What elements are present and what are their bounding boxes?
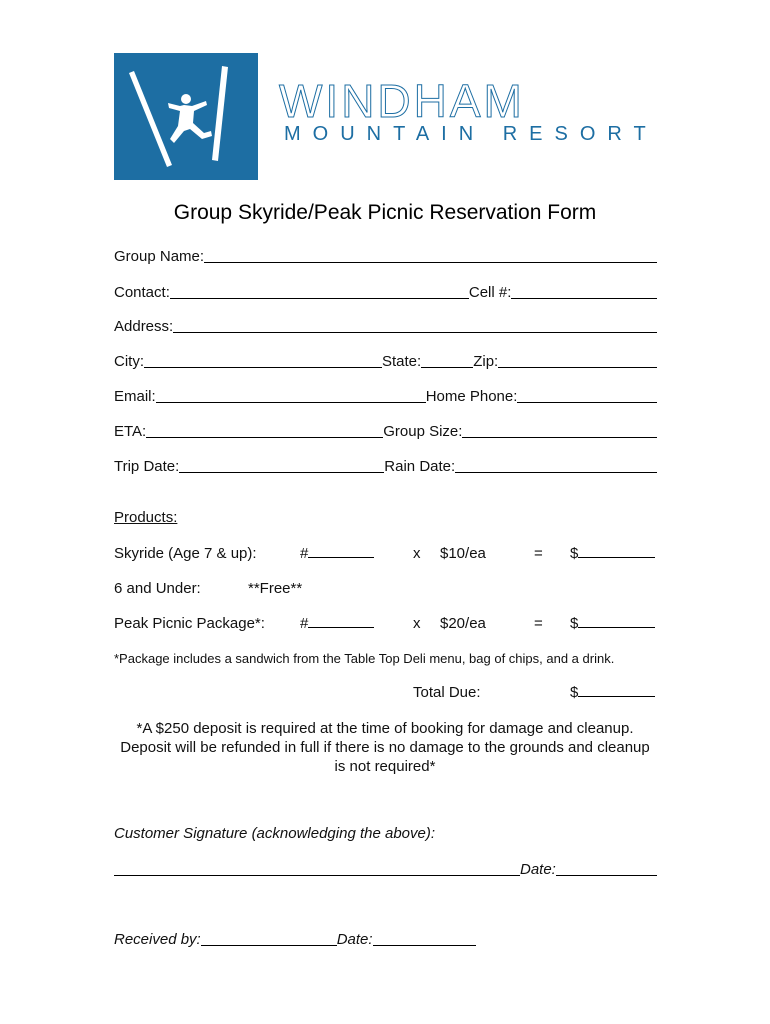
zip-field[interactable]: [498, 366, 657, 368]
contact-field[interactable]: [170, 297, 469, 299]
skyride-amount: [570, 545, 655, 562]
signature-date-field[interactable]: [556, 874, 657, 876]
picnic-amount: [570, 615, 655, 632]
trip-date-label: Trip Date:: [114, 458, 180, 475]
signature-row: [114, 859, 657, 879]
deposit-line-1: *A $250 deposit is required at the time of booking for damage and cleanup.: [136, 720, 634, 737]
skyride-dollar: $: [570, 545, 579, 562]
group-name-row: [114, 246, 657, 266]
deposit-notice: [0, 719, 770, 776]
total-amount-field[interactable]: [578, 684, 655, 697]
total-amount: [570, 684, 655, 701]
address-row: [114, 316, 657, 336]
group-name-label: Group Name:: [114, 248, 205, 265]
cell-label: Cell #:: [468, 284, 512, 301]
group-size-field[interactable]: [462, 436, 657, 438]
picnic-equals: =: [534, 615, 543, 632]
skyride-qty-hash: #: [300, 545, 309, 562]
eta-field[interactable]: [146, 436, 383, 438]
received-by-label: Received by:: [114, 931, 201, 948]
picnic-qty-field[interactable]: [308, 615, 374, 628]
signature-date-label: Date:: [520, 861, 556, 878]
city-field[interactable]: [144, 366, 382, 368]
rain-date-label: Rain Date:: [384, 458, 456, 475]
deposit-line-3: is not required*: [334, 758, 436, 775]
skyride-times: x: [413, 545, 421, 562]
rain-date-field[interactable]: [455, 471, 657, 473]
brand-name: WINDHAM: [279, 75, 525, 127]
skier-icon: [114, 53, 258, 180]
signature-field[interactable]: [114, 874, 520, 876]
brand-subtitle: MOUNTAIN RESORT: [284, 123, 658, 145]
skyride-equals: =: [534, 545, 543, 562]
picnic-label: Peak Picnic Package*:: [114, 615, 265, 632]
under6-label: 6 and Under:: [114, 580, 201, 597]
zip-label: Zip:: [473, 353, 499, 370]
state-field[interactable]: [421, 366, 473, 368]
picnic-qty-hash: #: [300, 615, 309, 632]
received-date-field[interactable]: [373, 944, 476, 946]
address-label: Address:: [114, 318, 174, 335]
received-row: [114, 929, 476, 949]
skyride-price: $10/ea: [440, 545, 486, 562]
products-heading: Products:: [114, 509, 178, 526]
email-label: Email:: [114, 388, 156, 405]
signature-label: Customer Signature (acknowledging the above):: [114, 825, 436, 842]
under6-price: **Free**: [248, 580, 303, 597]
logo-skier: [114, 53, 258, 180]
picnic-qty: [300, 615, 374, 632]
picnic-amount-field[interactable]: [578, 615, 655, 628]
trip-date-row: [114, 456, 657, 476]
contact-label: Contact:: [114, 284, 170, 301]
address-field[interactable]: [173, 331, 657, 333]
received-date-label: Date:: [336, 931, 373, 948]
email-field[interactable]: [156, 401, 426, 403]
package-note: *Package includes a sandwich from the Table Top Deli menu, bag of chips, and a drink.: [114, 651, 615, 666]
received-by-field[interactable]: [201, 944, 337, 946]
skyride-amount-field[interactable]: [578, 545, 655, 558]
city-label: City:: [114, 353, 144, 370]
total-dollar: $: [570, 684, 579, 701]
eta-label: ETA:: [114, 423, 147, 440]
trip-date-field[interactable]: [179, 471, 384, 473]
form-title: Group Skyride/Peak Picnic Reservation Form: [173, 201, 597, 224]
picnic-times: x: [413, 615, 421, 632]
home-phone-label: Home Phone:: [425, 388, 518, 405]
picnic-price: $20/ea: [440, 615, 486, 632]
skyride-qty: [300, 545, 374, 562]
eta-row: [114, 421, 657, 441]
city-row: [114, 351, 657, 371]
email-row: [114, 386, 657, 406]
home-phone-field[interactable]: [517, 401, 657, 403]
picnic-dollar: $: [570, 615, 579, 632]
group-size-label: Group Size:: [383, 423, 463, 440]
state-label: State:: [382, 353, 422, 370]
deposit-line-2: Deposit will be refunded in full if there is no damage to the grounds and cleanup: [120, 739, 650, 756]
group-name-field[interactable]: [204, 261, 657, 263]
contact-row: [114, 282, 657, 302]
total-label: Total Due:: [413, 684, 481, 701]
cell-field[interactable]: [511, 297, 657, 299]
skyride-label: Skyride (Age 7 & up):: [114, 545, 257, 562]
skyride-qty-field[interactable]: [308, 545, 374, 558]
